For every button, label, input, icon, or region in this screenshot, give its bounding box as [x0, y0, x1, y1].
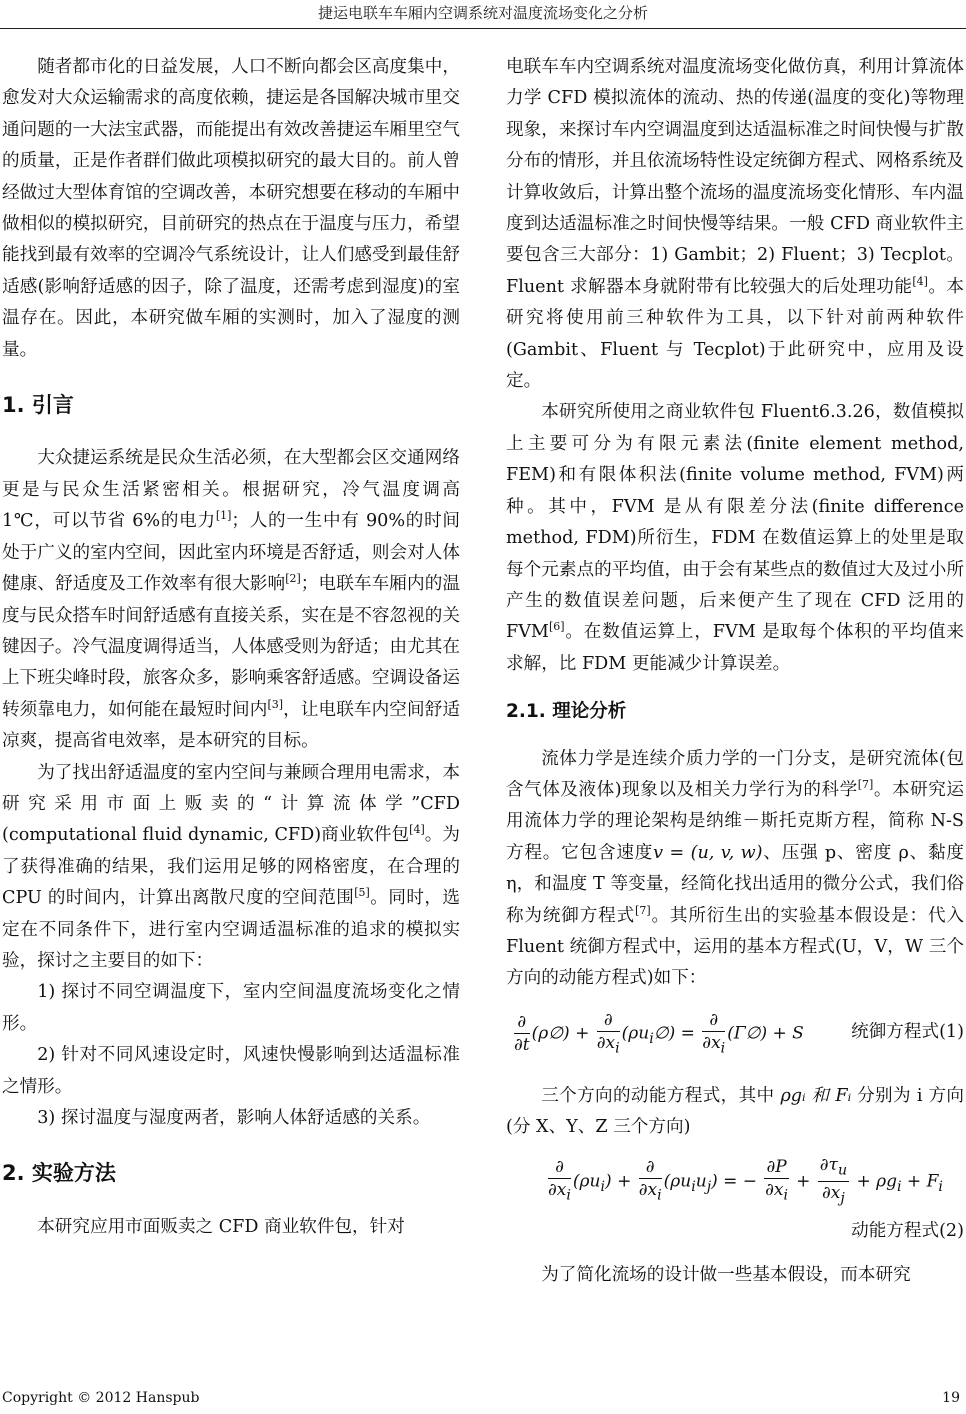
right-column — [506, 52, 964, 1291]
assumption-paragraph: 为了简化流场的设计做一些基本假设，而本研究 — [541, 1264, 911, 1285]
equation-2-label: 动能方程式(2) — [851, 1220, 964, 1241]
intro-paragraph-2: 为了找出舒适温度的室内空间与兼顾合理用电需求，本研究采用市面上贩卖的“计算流体学”CFD (computational fluid dynamic, CFD)商业软件包[4]。为了获得准确的结果，我们运用足够的网格密度，在合理的 CPU 的时间内，计算出离散尺度的空间范围[5]。同时，选定在不同条件下，进行室内空调适温标准的追求的模拟实验，探讨之主要目的如下： — [2, 762, 460, 971]
left-column — [2, 52, 460, 1243]
equation-2-formula: $\frac{\partial}{\partial x_i}$ $(\rho u_i)$ + $\frac{\partial}{\partial x_i}$ $(\rho u_iu_j)$ = − $\frac{\partial P}{\partial x_i}$ + $\frac{\partial\tau_u}{\partial x_j}$ + $\rho g_i + F_i$ — [548, 1154, 943, 1207]
citation-7b[interactable]: [7] — [635, 903, 651, 917]
equation-1-formula: $\frac{\partial}{\partial t}$ (ρ∅) + $\frac{\partial}{\partial x_i}$ $(\rho u_i\emptyset)$ = $\frac{\partial}{\partial x_i}$ (Γ∅) + S — [514, 1009, 804, 1057]
equation-1-label: 统御方程式(1) — [851, 1021, 964, 1042]
subsection-heading-theory: 2.1. 理论分析 — [506, 701, 627, 723]
momentum-paragraph: 三个方向的动能方程式，其中 ρgᵢ 和 Fᵢ 分别为 i 方向(分 X、Y、Z 三个方向) — [506, 1085, 965, 1138]
citation-4b[interactable]: [4] — [912, 274, 928, 288]
header-rule — [0, 28, 966, 29]
citation-7a[interactable]: [7] — [857, 778, 874, 792]
citation-3[interactable]: [3] — [267, 697, 284, 711]
running-header: 捷运电联车车厢内空调系统对温度流场变化之分析 — [317, 4, 648, 22]
software-paragraph: 本研究所使用之商业软件包 Fluent6.3.26，数值模拟上主要可分为有限元素法(finite element method, FEM)和有限体积法(finite volume method, FVM)两种。其中，FVM 是从有限差分法(finite difference method, FDM)所衍生，FDM 在数值运算上的处里是取每个元素点的平均值，由于会有某些点的数值过大及过小所产生的数值误差问题，后来便产生了现在 CFD 泛用的 FVM[6]。在数值运算上，FVM 是取每个体积的平均值来求解，比 FDM 更能减少计算误差。 — [506, 402, 964, 674]
abstract-paragraph: 随者都市化的日益发展，人口不断向都会区高度集中，愈发对大众运输需求的高度依赖，捷运是各国解决城市里交通问题的一大法宝武器，而能提出有效改善捷运车厢里空气的质量，正是作者群们做此项模拟研究的最大目的。前人曾经做过大型体育馆的空调改善，本研究想要在移动的车厢中做相似的模拟研究，目前研究的热点在于温度与压力，希望能找到最有效率的空调冷气系统设计，让人们感受到最佳舒适感(影响舒适感的因子，除了温度，还需考虑到湿度)的室温存在。因此，本研究做车厢的实测时，加入了湿度的测量。 — [2, 57, 460, 360]
objective-item-2: 2) 针对不同风速设定时，风速快慢影响到达适温标准之情形。 — [2, 1045, 460, 1097]
intro-paragraph-1: 大众捷运系统是民众生活必须，在大型都会区交通网络更是与民众生活紧密相关。根据研究，冷气温度调高 1℃，可以节省 6%的电力[1]；人的一生中有 90%的时间处于广义的室内空间，因此室内环境是否舒适，则会对人体健康、舒适度及工作效率有很大影响[2]；电联车车厢内的温度与民众搭车时间舒适感有直接关系，实在是不容忽视的关键因子。冷气温度调得适当，人体感受则为舒适；由尤其在上下班尖峰时段，旅客众多，影响乘客舒适感。空调设备运转须靠电力，如何能在最短时间内[3]，让电联车内空间舒适凉爽，提高省电效率，是本研究的目标。 — [2, 448, 460, 752]
citation-5[interactable]: [5] — [354, 886, 370, 900]
theory-paragraph: 流体力学是连续介质力学的一门分支，是研究流体(包含气体及液体)现象以及相关力学行为的科学[7]。本研究运用流体力学的理论架构是纳维－斯托克斯方程，简称 N-S 方程。它包含速度v = (u, v, w)、压强 p、密度 ρ、黏度 η，和温度 T 等变量，经简化找出适用的微分公式，我们俗称为统御方程式[7]。其所衍生出的实验基本假设是：代入 Fluent 统御方程式中，运用的基本方程式(U，V，W 三个方向的动能方程式)如下： — [506, 748, 964, 989]
method-paragraph-cont: 电联车车内空调系统对温度流场变化做仿真，利用计算流体力学 CFD 模拟流体的流动、热的传递(温度的变化)等物理现象，来探讨车内空调温度到达适温标准之时间快慢与扩散分布的情形，并且依流场特性设定统御方程式、网格系统及计算收敛后，计算出整个流场的温度流场变化情形、车内温度到达适温标准之时间快慢等结果。一般 CFD 商业软件主要包含三大部分：1) Gambit；2) Fluent；3) Tecplot。Fluent 求解器本身就附带有比较强大的后处理功能[4]。本研究将使用前三种软件为工具，以下针对前两种软件(Gambit、Fluent 与 Tecplot)于此研究中，应用及设定。 — [506, 57, 964, 392]
equation-1 — [506, 1005, 964, 1067]
page-number: 19 — [942, 1390, 960, 1406]
section-heading-method: 2. 实验方法 — [2, 1161, 116, 1186]
citation-1[interactable]: [1] — [215, 509, 232, 523]
citation-4[interactable]: [4] — [409, 823, 425, 837]
objective-item-3: 3) 探讨温度与湿度两者，影响人体舒适感的关系。 — [37, 1108, 431, 1128]
citation-6[interactable]: [6] — [548, 620, 565, 634]
equation-2 — [506, 1150, 964, 1250]
citation-2[interactable]: [2] — [285, 572, 301, 586]
velocity-vector: v = (u, v, w) — [653, 842, 763, 863]
copyright: Copyright © 2012 Hanspub — [2, 1390, 200, 1406]
method-paragraph: 本研究应用市面贩卖之 CFD 商业软件包，针对 — [37, 1216, 405, 1237]
section-heading-intro: 1. 引言 — [2, 393, 74, 418]
objective-item-1: 1) 探讨不同空调温度下，室内空间温度流场变化之情形。 — [2, 982, 460, 1034]
